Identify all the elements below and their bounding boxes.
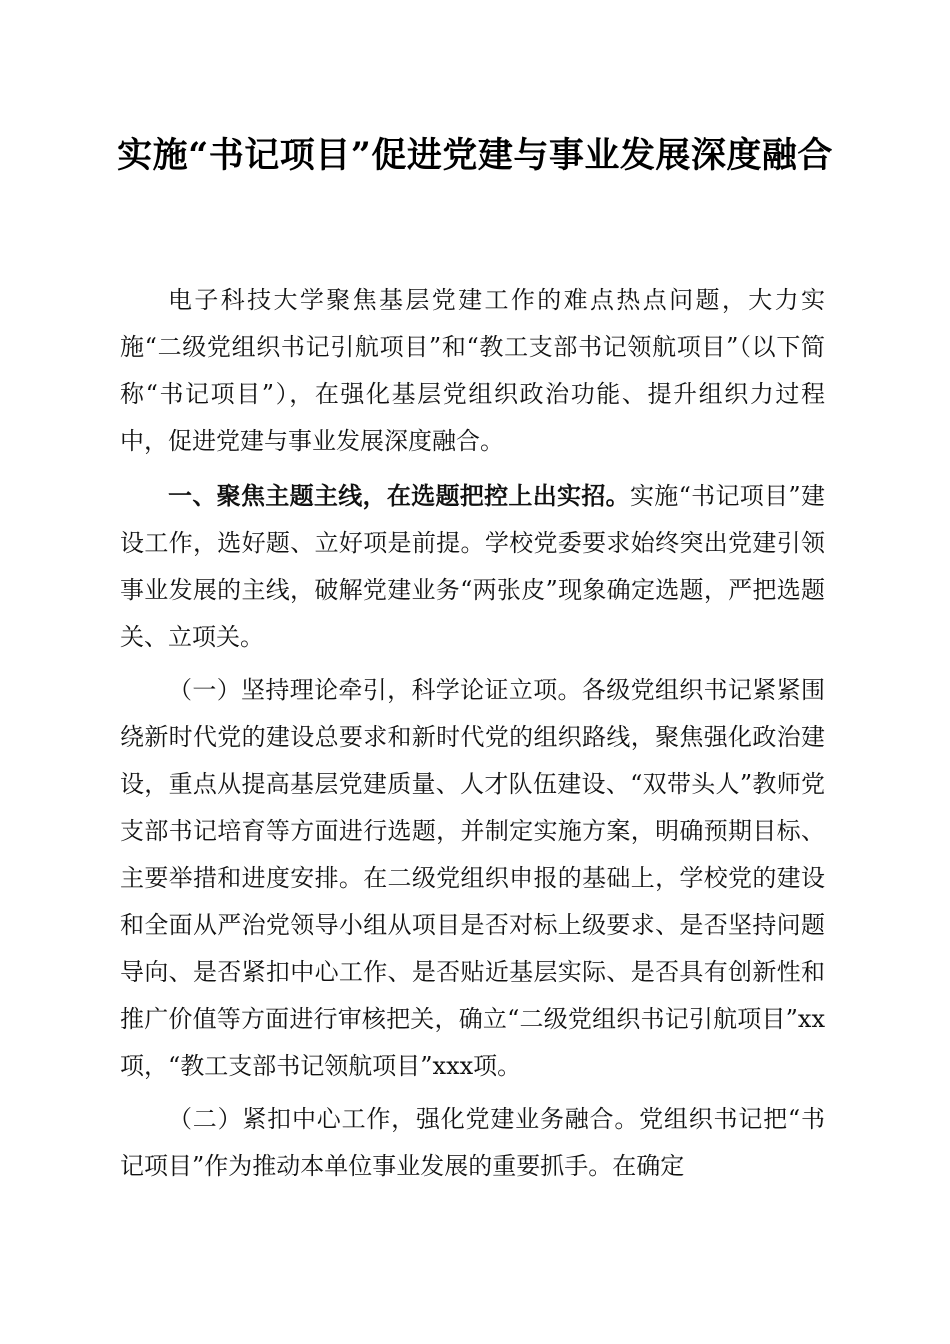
paragraph-intro (120, 277, 825, 465)
document-body (120, 277, 825, 1196)
paragraph-subsection-one (120, 667, 825, 1090)
paragraph-text: （二）紧扣中心工作，强化党建业务融合。党组织书记把“书记项目”作为推动本单位事业发展的重要抓手。在确定 (120, 1105, 825, 1180)
paragraph-section-one (120, 473, 825, 661)
paragraph-subsection-two (120, 1096, 825, 1190)
document-title: 实施“书记项目”促进党建与事业发展深度融合 (117, 135, 833, 176)
paragraph-text: 电子科技大学聚焦基层党建工作的难点热点问题，大力实施“二级党组织书记引航项目”和“教工支部书记领航项目”（以下简称“书记项目”），在强化基层党组织政治功能、提升组织力过程中，促进党建与事业发展深度融合。 (120, 286, 825, 455)
paragraph-text: 实施“书记项目”建设工作，选好题、立好项是前提。学校党委要求始终突出党建引领事业发展的主线，破解党建业务“两张皮”现象确定选题，严把选题关、立项关。 (120, 482, 825, 651)
paragraph-text: （一）坚持理论牵引，科学论证立项。各级党组织书记紧紧围绕新时代党的建设总要求和新时代党的组织路线，聚焦强化政治建设，重点从提高基层党建质量、人才队伍建设、“双带头人”教师党支部书记培育等方面进行选题，并制定实施方案，明确预期目标、主要举措和进度安排。在二级党组织申报的基础上，学校党的建设和全面从严治党领导小组从项目是否对标上级要求、是否坚持问题导向、是否紧扣中心工作、是否贴近基层实际、是否具有创新性和推广价值等方面进行审核把关，确立“二级党组织书记引航项目”xx项，“教工支部书记领航项目”xxx项。 (120, 676, 825, 1080)
section-heading: 一、聚焦主题主线，在选题把控上出实招。 (168, 482, 630, 510)
